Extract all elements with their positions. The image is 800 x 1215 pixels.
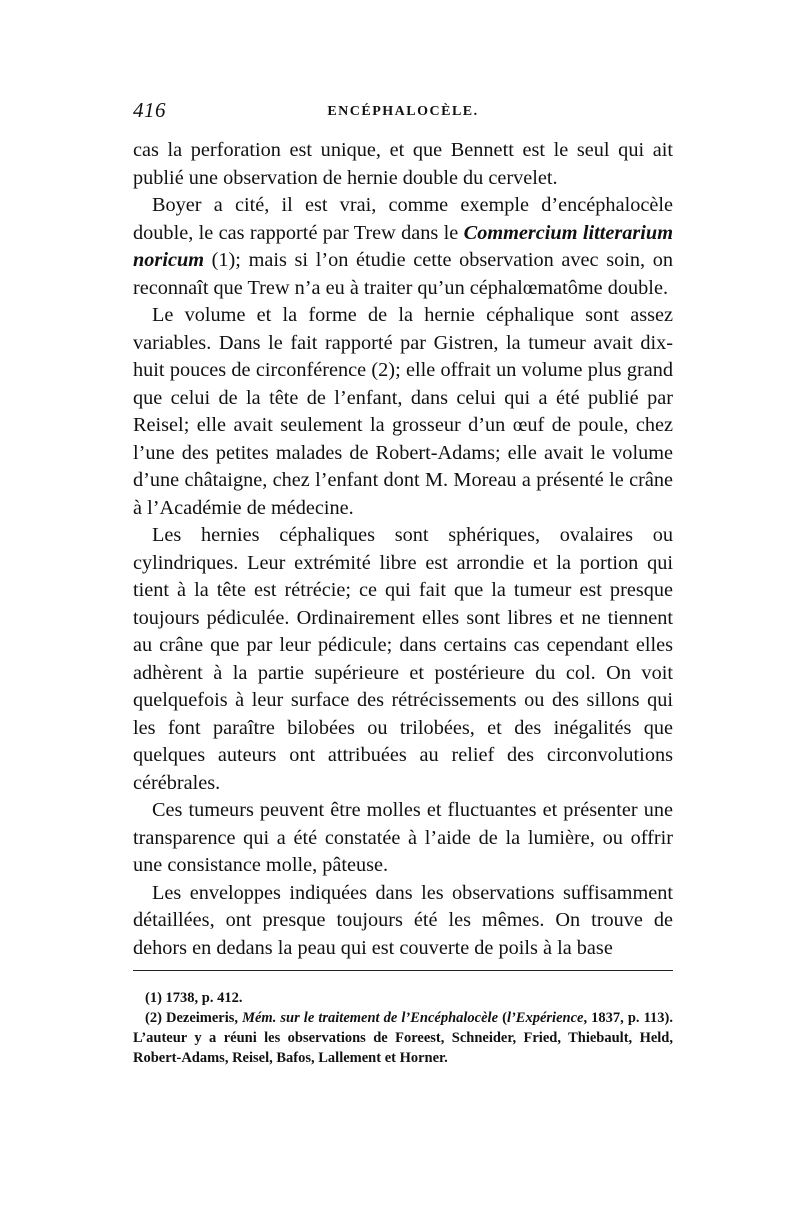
footnote-text: (2) Dezeimeris, (145, 1010, 243, 1026)
paragraph-continuation: cas la perforation est unique, et que Bennett est le seul qui ait publié une observation de hernie double du cervelet. (133, 139, 673, 189)
page-header (133, 98, 673, 128)
footnotes (133, 988, 673, 1068)
paragraph-envelopes: Les enveloppes indiquées dans les observations suffisamment détaillées, ont presque toujours été les mêmes. On trouve de dehors en dedans la peau qui est couverte de poils à la base (133, 881, 673, 959)
paragraph-shape: Les hernies céphaliques sont sphériques, ovalaires ou cylindriques. Leur extrémité libre est arrondie et la portion qui tient à la tête est rétrécie; ce qui fait que la tumeur est presque toujours pédiculée. Ordinairement elles sont libres et ne tiennent au crâne que par leur pédicule; dans certains cas cependant elles adhèrent à la partie supérieure et postérieure du col. On voit quelquefois à leur surface des rétrécissements ou des sillons qui les font paraître bilobées ou trilobées, et des inégalités que quelques auteurs ont attribuées au relief des circonvolutions cérébrales. (133, 524, 673, 794)
paragraph-consistency: Ces tumeurs peuvent être molles et fluctuantes et présenter une transparence qui a été constatée à l’aide de la lumière, ou offrir une consistance molle, pâteuse. (133, 799, 673, 876)
footnote-divider (133, 970, 673, 971)
footnote-1: (1) 1738, p. 412. (145, 990, 243, 1006)
paragraph-text: Boyer a cité, il est vrai, comme exemple d’encéphalocèle double, le cas rapporté par Trew dans le (133, 194, 673, 244)
body-text (133, 137, 673, 962)
footnote-2 (133, 1008, 673, 1068)
running-title: ENCÉPHALOCÈLE. (327, 104, 479, 119)
footnote-text: ( (498, 1010, 507, 1026)
paragraph-volume: Le volume et la forme de la hernie céphalique sont assez variables. Dans le fait rapporté par Gistren, la tumeur avait dix-huit pouces de circonférence (2); elle offrait un volume plus grand que celui de la tête de l’enfant, dans celui qui a été publié par Reisel; elle avait seulement la grosseur d’un œuf de poule, chez l’une des petites malades de Robert-Adams; elle avait le volume d’une châtaigne, chez l’enfant dont M. Moreau a présenté le crâne à l’Académie de médecine. (133, 304, 673, 519)
footnote-text: , 1837, p. 113). L’auteur y a réuni les observations de Foreest, Schneider, Fried, Thiebault, Held, Robert-Adams, Reisel, Bafos, Lallement et Horner. (133, 1010, 673, 1066)
footnote-journal-title: l’Expérience (506, 1010, 584, 1026)
footnote-work-title: Mém. sur le traitement de l’Encéphalocèle (242, 1010, 499, 1026)
page-number: 416 (133, 98, 166, 122)
paragraph-boyer (133, 192, 673, 302)
journal-title: Commercium litterarium noricum (133, 221, 673, 271)
paragraph-text: (1); mais si l’on étudie cette observation avec soin, on reconnaît que Trew n’a eu à traiter qu’un céphalœmatôme double. (133, 249, 673, 299)
